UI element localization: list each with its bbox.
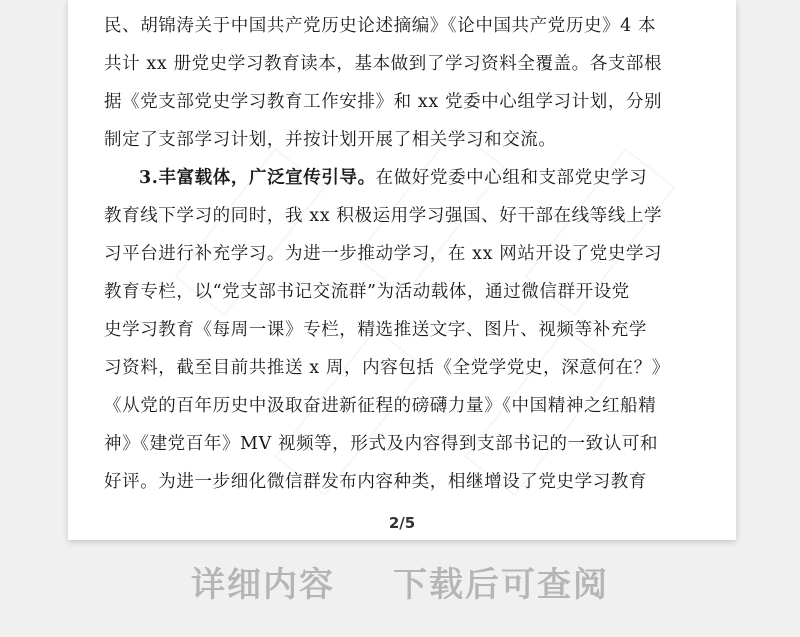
text-line: 教育线下学习的同时，我 xx 积极运用学习强国、好干部在线等线上学	[104, 206, 663, 226]
text-line: 制定了支部学习计划，并按计划开展了相关学习和交流。	[104, 130, 557, 150]
text-line: 民、胡锦涛关于中国共产党历史论述摘编》《论中国共产党历史》4 本	[104, 16, 657, 36]
banner-text-download: 下载后可查阅	[393, 565, 609, 605]
text-line: 习资料，截至目前共推送 x 周，内容包括《全党学党史，深意何在？》	[104, 358, 670, 378]
text-line: 好评。为进一步细化微信群发布内容种类，相继增设了党史学习教育	[104, 472, 647, 492]
paragraph-heading: 3.丰富载体，广泛宣传引导。	[139, 168, 376, 188]
page-number: 2/5	[388, 514, 416, 532]
document-page	[68, 0, 736, 540]
text-line: 史学习教育《每周一课》专栏，精选推送文字、图片、视频等补充学	[104, 320, 647, 340]
document-body	[104, 0, 700, 501]
text-line: 共计 xx 册党史学习教育读本，基本做到了学习资料全覆盖。各支部根	[104, 54, 663, 74]
text-line: 教育专栏，以“党支部书记交流群”为活动载体，通过微信群开设党	[104, 282, 630, 302]
banner-text-details: 详细内容	[191, 565, 335, 605]
text-fragment: 在做好党委中心组和支部党史学习	[375, 168, 648, 188]
text-line: 神》《建党百年》MV 视频等，形式及内容得到支部书记的一致认可和	[104, 434, 659, 454]
download-prompt-banner	[0, 560, 800, 610]
text-line: 《从党的百年历史中汲取奋进新征程的磅礴力量》《中国精神之红船精	[104, 396, 657, 416]
paragraph-first-line	[104, 159, 700, 197]
text-line: 据《党支部党史学习教育工作安排》和 xx 党委中心组学习计划，分别	[104, 92, 663, 112]
text-line: 习平台进行补充学习。为进一步推动学习，在 xx 网站开设了党史学习	[104, 244, 663, 264]
